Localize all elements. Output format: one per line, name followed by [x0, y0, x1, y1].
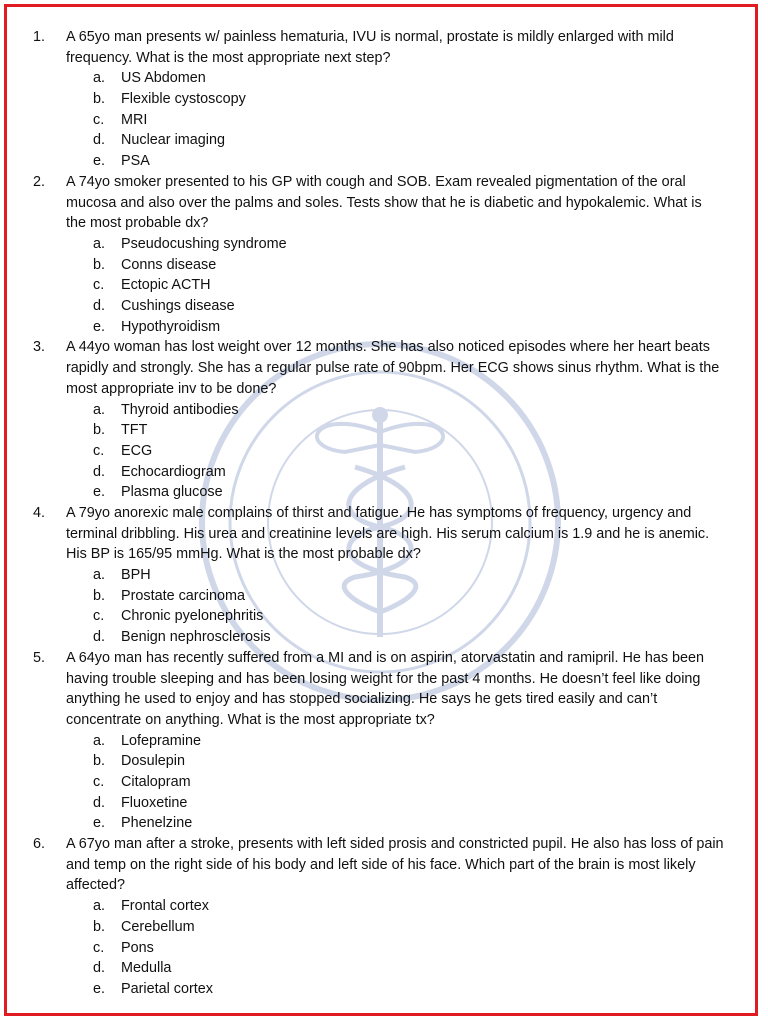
question-text	[7, 27, 755, 68]
answer-option	[7, 68, 755, 89]
option-text: Pons	[121, 939, 154, 956]
option-letter: a.	[93, 898, 106, 915]
option-letter: c.	[93, 277, 105, 294]
option-text: Plasma glucose	[121, 484, 223, 501]
answer-option	[7, 938, 755, 959]
question-item	[7, 648, 755, 834]
question-text	[7, 172, 755, 234]
option-text: Cushings disease	[121, 298, 235, 315]
option-text: US Abdomen	[121, 70, 206, 87]
answer-option	[7, 772, 755, 793]
option-text: Citalopram	[121, 773, 191, 790]
option-text: Phenelzine	[121, 815, 193, 832]
option-letter: d.	[93, 960, 106, 977]
question-number: 1.	[33, 29, 46, 45]
option-text: Frontal cortex	[121, 898, 209, 915]
answer-option	[7, 400, 755, 421]
answer-options	[7, 234, 755, 337]
question-text	[7, 834, 755, 896]
answer-option	[7, 896, 755, 917]
option-text: Thyroid antibodies	[121, 401, 239, 418]
answer-option	[7, 793, 755, 814]
answer-option	[7, 958, 755, 979]
option-text: TFT	[121, 422, 148, 439]
question-stem: A 64yo man has recently suffered from a MI and is on aspirin, atorvastatin and ramipril. He has been having trouble sleeping and has been losing weight for the past 4 months. He doesn’t feel like doing anything he used to enjoy and has stopped socializing. He says he gets tired easily and can’t concentrate on anything. What is the most appropriate tx?	[66, 649, 705, 728]
option-text: Hypothyroidism	[121, 318, 221, 335]
option-letter: a.	[93, 401, 106, 418]
answer-option	[7, 751, 755, 772]
option-text: Conns disease	[121, 256, 217, 273]
answer-option	[7, 275, 755, 296]
option-text: Cerebellum	[121, 918, 195, 935]
option-text: Ectopic ACTH	[121, 277, 211, 294]
option-text: Medulla	[121, 960, 172, 977]
question-number: 5.	[33, 649, 46, 666]
option-letter: c.	[93, 608, 105, 625]
option-text: Pseudocushing syndrome	[121, 235, 287, 252]
document-page	[4, 4, 758, 1016]
answer-options	[7, 68, 755, 171]
option-text: Prostate carcinoma	[121, 587, 245, 604]
answer-option	[7, 420, 755, 441]
option-letter: a.	[93, 732, 106, 749]
answer-option	[7, 89, 755, 110]
question-stem: A 74yo smoker presented to his GP with cough and SOB. Exam revealed pigmentation of the oral mucosa and also over the palms and soles. Tests show that he is diabetic and hypokalemic. What is the most probable dx?	[66, 173, 702, 232]
option-letter: d.	[93, 794, 106, 811]
answer-option	[7, 606, 755, 627]
option-text: Parietal cortex	[121, 980, 213, 997]
question-stem: A 79yo anorexic male complains of thirst and fatigue. He has symptoms of frequency, urgency and terminal dribbling. His urea and creatinine levels are high. His serum calcium is 1.9 and he is anemic. His BP is 165/95 mmHg. What is the most probable dx?	[66, 504, 710, 563]
question-number: 3.	[33, 339, 46, 356]
option-text: BPH	[121, 567, 151, 584]
answer-option	[7, 813, 755, 834]
option-text: Lofepramine	[121, 732, 201, 749]
answer-option	[7, 151, 755, 172]
option-letter: a.	[93, 70, 106, 87]
option-letter: e.	[93, 153, 106, 170]
question-text	[7, 337, 755, 399]
answer-option	[7, 296, 755, 317]
option-letter: d.	[93, 629, 106, 646]
question-stem: A 44yo woman has lost weight over 12 months. She has also noticed episodes where her heart beats rapidly and strongly. She has a regular pulse rate of 90bpm. Her ECG shows sinus rhythm. What is the most appropriate inv to be done?	[66, 339, 720, 397]
answer-option	[7, 565, 755, 586]
option-letter: c.	[93, 442, 105, 459]
question-item	[7, 834, 755, 1000]
option-letter: c.	[93, 111, 105, 128]
option-letter: a.	[93, 567, 106, 584]
option-letter: e.	[93, 484, 106, 501]
answer-options	[7, 731, 755, 834]
answer-option	[7, 482, 755, 503]
option-letter: e.	[93, 815, 106, 832]
question-list	[7, 27, 755, 1000]
option-letter: d.	[93, 463, 106, 480]
option-text: Dosulepin	[121, 753, 185, 770]
option-letter: b.	[93, 753, 106, 770]
option-text: Benign nephrosclerosis	[121, 629, 271, 646]
option-letter: b.	[93, 918, 106, 935]
option-letter: e.	[93, 980, 106, 997]
question-number: 4.	[33, 504, 46, 521]
answer-option	[7, 979, 755, 1000]
option-text: Chronic pyelonephritis	[121, 608, 264, 625]
option-letter: b.	[93, 91, 106, 108]
option-letter: c.	[93, 773, 105, 790]
option-text: Fluoxetine	[121, 794, 188, 811]
option-letter: b.	[93, 587, 106, 604]
question-number: 6.	[33, 836, 46, 853]
option-letter: b.	[93, 256, 106, 273]
question-item	[7, 337, 755, 503]
answer-option	[7, 130, 755, 151]
question-stem: A 65yo man presents w/ painless hematuria, IVU is normal, prostate is mildly enlarged with mild frequency. What is the most appropriate next step?	[66, 29, 674, 66]
option-text: Nuclear imaging	[121, 132, 225, 149]
question-number: 2.	[33, 173, 46, 190]
option-text: Flexible cystoscopy	[121, 91, 246, 108]
option-letter: b.	[93, 422, 106, 439]
option-text: Echocardiogram	[121, 463, 226, 480]
option-letter: d.	[93, 132, 106, 149]
option-letter: c.	[93, 939, 105, 956]
option-letter: a.	[93, 235, 106, 252]
question-item	[7, 27, 755, 172]
option-text: PSA	[121, 153, 150, 170]
answer-option	[7, 110, 755, 131]
option-letter: d.	[93, 298, 106, 315]
answer-option	[7, 462, 755, 483]
question-stem: A 67yo man after a stroke, presents with left sided prosis and constricted pupil. He also has loss of pain and temp on the right side of his body and left side of his face. Which part of the brain is most likely affected?	[66, 836, 724, 894]
answer-options	[7, 565, 755, 648]
answer-option	[7, 586, 755, 607]
question-item	[7, 172, 755, 338]
option-text: MRI	[121, 111, 148, 128]
answer-option	[7, 234, 755, 255]
answer-option	[7, 731, 755, 752]
option-letter: e.	[93, 318, 106, 335]
question-text	[7, 503, 755, 565]
question-item	[7, 503, 755, 648]
answer-option	[7, 917, 755, 938]
answer-options	[7, 896, 755, 999]
answer-option	[7, 317, 755, 338]
option-text: ECG	[121, 442, 153, 459]
question-text	[7, 648, 755, 731]
answer-option	[7, 441, 755, 462]
answer-options	[7, 400, 755, 503]
answer-option	[7, 627, 755, 648]
answer-option	[7, 255, 755, 276]
